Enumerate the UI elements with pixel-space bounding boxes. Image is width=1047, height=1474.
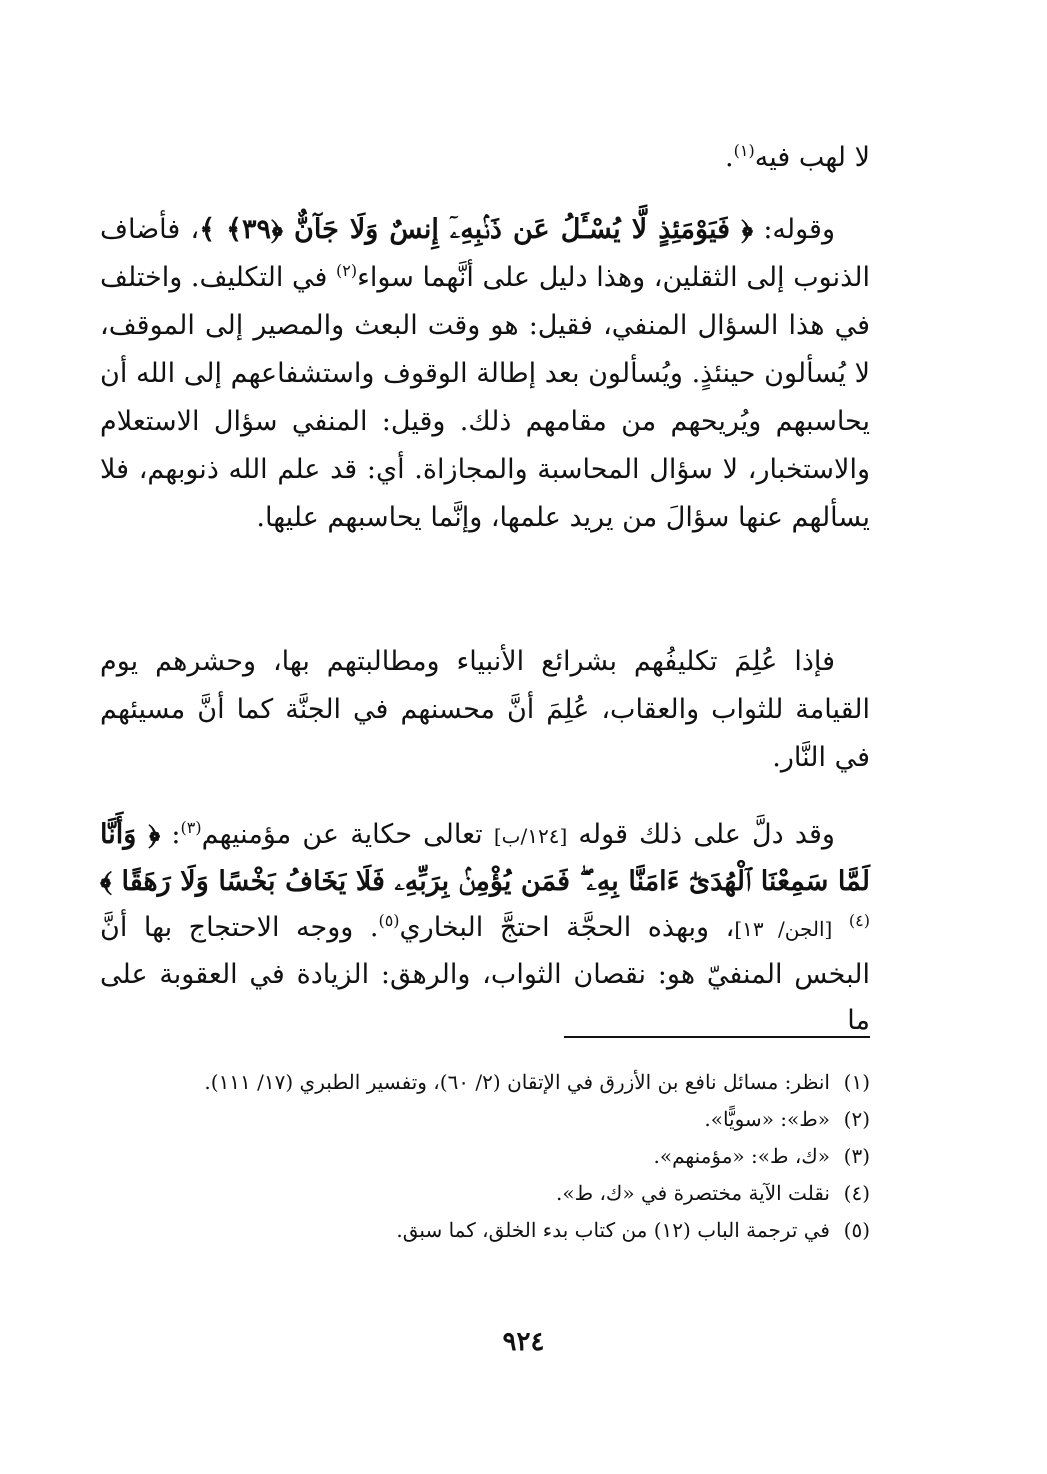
footnote-number: (١) [843,1070,870,1094]
footnote-text: «ط»: «سويًّا». [704,1107,830,1131]
paragraph-4-mid: تعالى حكاية عن مؤمنيهم [201,819,494,850]
paragraph-2-rest: في التكليف. واختلف في هذا السؤال المنفي، فقيل: هو وقت البعث والمصير إلى الموقف، لا يُسألون حينئذٍ. ويُسألون بعد إطالة الوقوف واستشفاعهم إلى الله أن يحاسبهم ويُريحهم من مقامهم ذلك. وقيل: المنفي سؤال الاستعلام والاستخبار، لا سؤال المحاسبة والمجازاة. أي: قد علم الله ذنوبهم، فلا يسألهم عنها سؤالَ من يريد علمها، وإنَّما يحاسبهم عليها. [100,262,870,533]
footnote-text: انظر: مسائل نافع بن الأزرق في الإتقان (٢/ ٦٠)، وتفسير الطبري (١٧/ ١١١). [204,1070,830,1094]
paragraph-2-lead: وقوله: [753,214,836,245]
footnote-5 [100,1212,870,1249]
footnote-number: (٥) [843,1218,870,1242]
paragraph-3 [100,638,870,782]
footnote-number: (٢) [843,1107,870,1131]
footnote-ref-3[interactable]: (٣) [180,818,202,837]
paragraph-3-text: فإذا عُلِمَ تكليفُهم بشرائع الأنبياء ومطالبتهم بها، وحشرهم يوم القيامة للثواب والعقاب، عُلِمَ أنَّ محسنهم في الجنَّة كما أنَّ مسيئهم في النَّار. [100,646,870,773]
quran-verse-jinn-13: ﴿ وَأَنَّا لَمَّا سَمِعْنَا ٱلْهُدَىٰٓ ءَامَنَّا بِهِۦ ۖ فَمَن يُؤْمِنۢ بِرَبِّهِۦ فَلَا يَخَافُ بَخْسًا وَلَا رَهَقًا ﴾ [100,819,870,897]
footnote-ref-4[interactable]: (٤) [848,911,870,930]
footnote-text: نقلت الآية مختصرة في «ك، ط». [556,1181,830,1205]
footnote-number: (٣) [843,1144,870,1168]
footnote-4 [100,1175,870,1212]
footnote-ref-2[interactable]: (٢) [336,261,358,280]
footnote-3 [100,1138,870,1175]
paragraph-4-after-ref: ، وبهذه الحجَّة احتجَّ البخاري [399,912,735,943]
paragraph-1-text: لا لهب فيه [754,142,870,173]
paragraph-4 [100,812,870,1044]
footnotes-section [100,1064,870,1249]
footnote-number: (٤) [843,1181,870,1205]
paragraph-4-rest: . ووجه الاحتجاج بها أنَّ البخس المنفيّ هو: نقصان الثواب، والرهق: الزيادة في العقوبة على ما [100,912,870,1036]
footnote-2 [100,1101,870,1138]
footnote-text: «ك، ط»: «مؤمنهم». [653,1144,830,1168]
verse-reference: [الجن/ ١٣] [734,917,833,941]
footnote-text: في ترجمة الباب (١٢) من كتاب بدء الخلق، كما سبق. [396,1218,830,1242]
paragraph-4-lead: وقد دلَّ على ذلك قوله [567,819,835,850]
paragraph-2 [100,206,870,542]
paragraph-2-after-verse: ، فأضاف الذنوب إلى الثقلين، وهذا دليل على أنَّهما سواء [100,214,870,293]
manuscript-folio-ref: [١٢٤/ب] [493,824,568,848]
footnote-1 [100,1064,870,1101]
paragraph-1-end: . [725,142,734,173]
footnote-ref-1[interactable]: (١) [733,141,755,160]
footnote-ref-5[interactable]: (٥) [378,911,400,930]
quran-verse-rahman-39: ﴿ فَيَوْمَئِذٍ لَّا يُسْـَٔلُ عَن ذَنۢبِهِۦٓ إِنسٌ وَلَا جَآنٌّ ﴿٣٩﴾ ﴾ [199,214,754,245]
paragraph-4-colon: : [171,819,181,850]
page-number: ٩٢٤ [502,1327,545,1357]
footnote-divider [564,1036,870,1038]
paragraph-1 [100,134,870,182]
